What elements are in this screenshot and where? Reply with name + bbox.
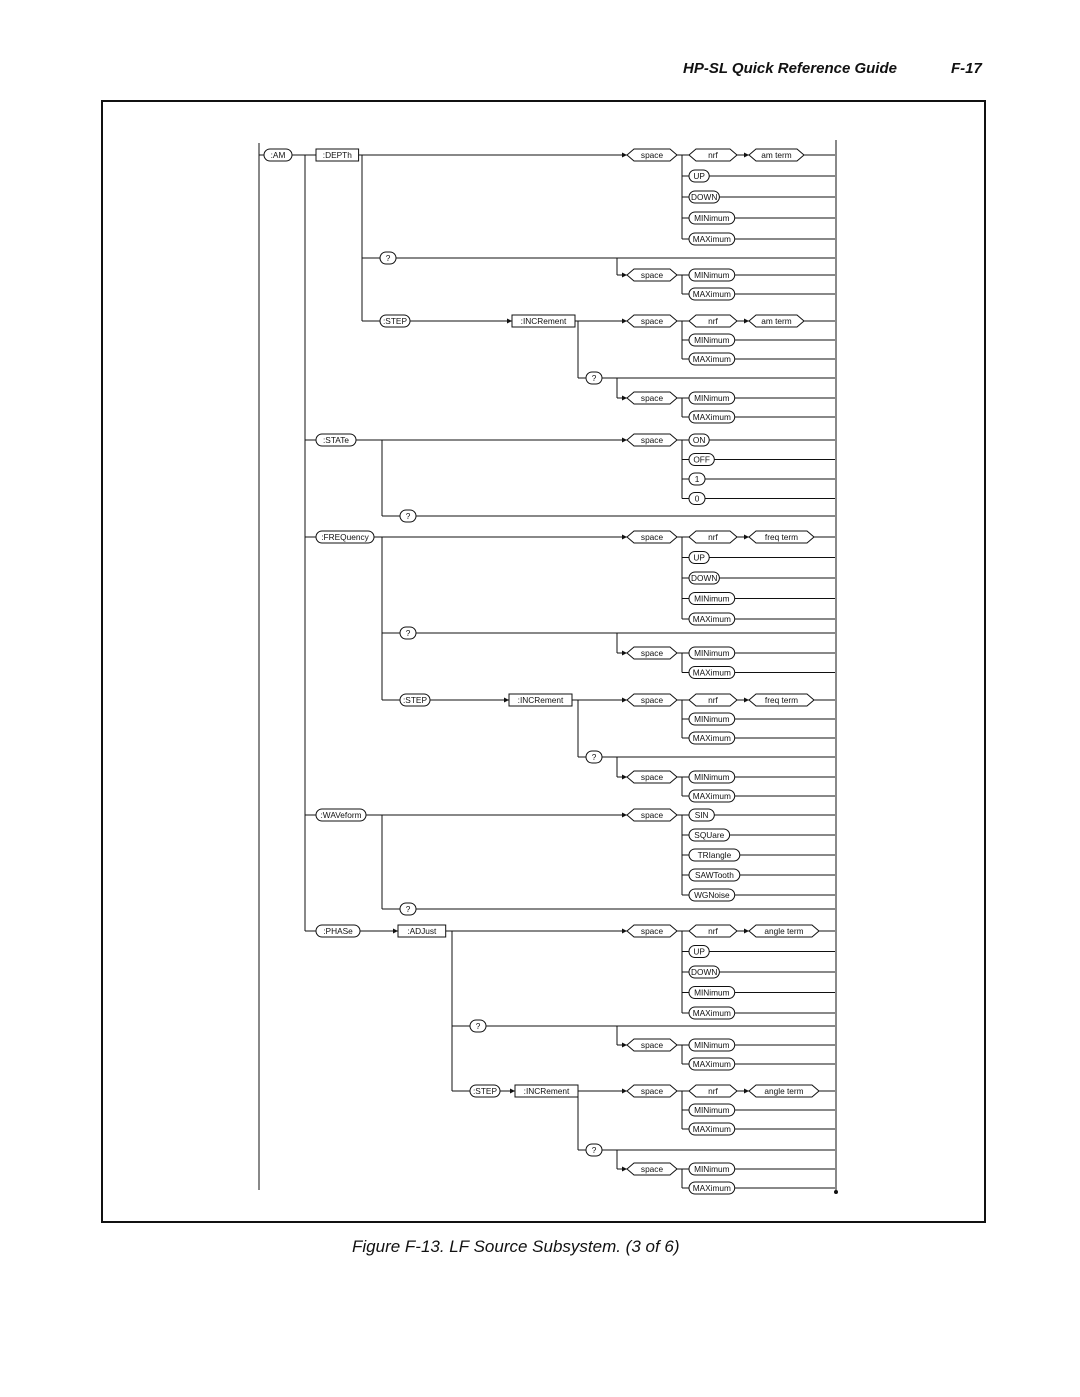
command-waveform-label: :WAVeform — [320, 810, 362, 820]
param-down-label: DOWN — [691, 192, 718, 202]
param-off-label: OFF — [693, 454, 710, 465]
end-dot — [834, 1190, 838, 1194]
query-label: ? — [385, 253, 391, 263]
page-number: F-17 — [951, 60, 982, 77]
param-wgnoise-label: WGNoise — [694, 890, 730, 900]
param-maximum-label: MAXimum — [692, 234, 731, 244]
param-minimum-label: MINimum — [694, 648, 730, 658]
space-label: space — [640, 532, 664, 542]
term-label: angle term — [764, 1086, 804, 1096]
step-node-label: :STEP — [383, 316, 407, 326]
param-on-label: ON — [692, 435, 706, 445]
param-1-label: 1 — [694, 474, 700, 484]
term-label: angle term — [764, 926, 804, 936]
increment-node-label: :INCRement — [520, 316, 567, 326]
param-minimum-label: MINimum — [694, 772, 730, 782]
space-label: space — [640, 926, 664, 936]
flow-arrow — [510, 1089, 515, 1094]
command-state-label: :STATe — [323, 435, 349, 445]
term-label: freq term — [764, 532, 799, 542]
param-minimum-label: MINimum — [694, 593, 730, 604]
space-label: space — [640, 1040, 664, 1050]
param-minimum-label: MINimum — [694, 1164, 730, 1174]
param-sawtooth-label: SAWTooth — [694, 870, 734, 880]
space-label: space — [640, 695, 664, 705]
param-minimum-label: MINimum — [694, 714, 730, 724]
param-triangle-label: TRIangle — [697, 850, 732, 860]
param-nrf-label: nrf — [708, 316, 718, 326]
param-maximum-label: MAXimum — [692, 791, 731, 801]
param-maximum-label: MAXimum — [692, 289, 731, 299]
space-label: space — [640, 648, 664, 658]
param-nrf-label: nrf — [708, 1086, 718, 1096]
param-0-label: 0 — [694, 493, 700, 504]
flow-arrow — [507, 319, 512, 324]
query-label: ? — [405, 904, 411, 914]
flow-arrow — [393, 929, 398, 934]
increment-node-label: :INCRement — [523, 1086, 570, 1096]
term-label: am term — [761, 316, 792, 326]
param-up-label: UP — [693, 171, 705, 181]
param-minimum-label: MINimum — [694, 270, 730, 280]
query-label: ? — [591, 752, 597, 762]
param-maximum-label: MAXimum — [692, 733, 731, 743]
param-nrf-label: nrf — [708, 150, 718, 160]
command-phase-label: :PHASe — [323, 926, 353, 936]
root-am-label: :AM — [270, 150, 286, 160]
param-down-label: DOWN — [691, 967, 718, 977]
param-sin-label: SIN — [694, 810, 709, 820]
param-maximum-label: MAXimum — [692, 1183, 731, 1193]
param-square-label: SQUare — [694, 830, 725, 840]
space-label: space — [640, 772, 664, 782]
param-minimum-label: MINimum — [694, 1105, 730, 1115]
space-label: space — [640, 1164, 664, 1174]
query-label: ? — [591, 1145, 597, 1155]
term-label: freq term — [764, 695, 799, 705]
space-label: space — [640, 1086, 664, 1096]
space-label: space — [640, 435, 664, 445]
param-maximum-label: MAXimum — [692, 1124, 731, 1134]
param-nrf-label: nrf — [708, 695, 718, 705]
param-minimum-label: MINimum — [694, 987, 730, 998]
param-down-label: DOWN — [691, 573, 718, 583]
param-up-label: UP — [693, 946, 705, 957]
command-frequency-label: :FREQuency — [321, 532, 369, 542]
param-maximum-label: MAXimum — [692, 354, 731, 364]
step-node-label: :STEP — [473, 1086, 497, 1096]
param-maximum-label: MAXimum — [692, 614, 731, 624]
query-label: ? — [405, 628, 411, 638]
space-label: space — [640, 270, 664, 280]
query-label: ? — [475, 1021, 481, 1031]
param-minimum-label: MINimum — [694, 213, 730, 223]
space-label: space — [640, 393, 664, 403]
step-node-label: :STEP — [403, 695, 427, 705]
param-maximum-label: MAXimum — [692, 1008, 731, 1018]
param-minimum-label: MINimum — [694, 1040, 730, 1050]
param-maximum-label: MAXimum — [692, 667, 731, 678]
command-adjust-label: :ADJust — [407, 926, 437, 936]
command-depth-label: :DEPTh — [322, 150, 352, 160]
space-label: space — [640, 316, 664, 326]
space-label: space — [640, 150, 664, 160]
param-maximum-label: MAXimum — [692, 1059, 731, 1069]
figure-caption: Figure F-13. LF Source Subsystem. (3 of 6) — [352, 1237, 680, 1256]
flow-arrow — [504, 698, 509, 703]
header-title: HP-SL Quick Reference Guide — [683, 60, 897, 77]
param-nrf-label: nrf — [708, 532, 718, 542]
query-label: ? — [405, 511, 411, 521]
param-minimum-label: MINimum — [694, 335, 730, 345]
term-label: am term — [761, 150, 792, 160]
increment-node-label: :INCRement — [517, 695, 564, 705]
param-minimum-label: MINimum — [694, 393, 730, 403]
query-label: ? — [591, 373, 597, 383]
space-label: space — [640, 810, 664, 820]
param-nrf-label: nrf — [708, 926, 718, 936]
param-maximum-label: MAXimum — [692, 412, 731, 422]
param-up-label: UP — [693, 552, 705, 563]
